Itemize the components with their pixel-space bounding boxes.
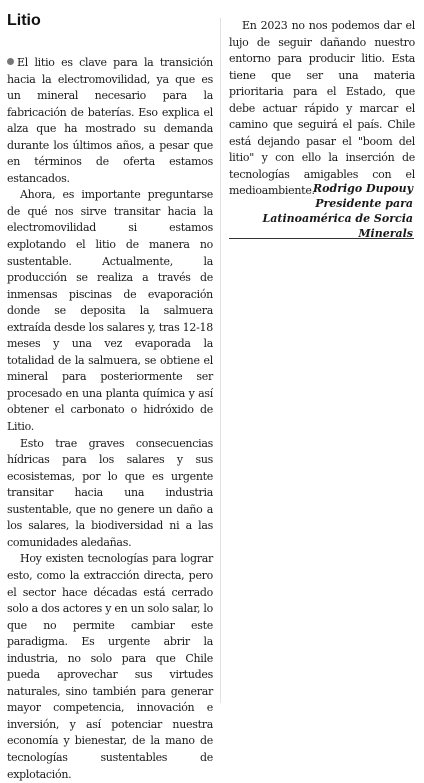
signature-name: Rodrigo Dupouy: [313, 182, 413, 195]
paragraph-5: En 2023 no nos podemos dar el lujo de seguir dañando nuestro entorno para producir litio. Esta tiene que ser una materia prioritaria para el Estado, que debe actuar rápido y marcar el camino que seguirá el país. Chile está dejando pasar el "boom del litio" y con ello la inserción de tecnologías amigables con el medioambiente.: [229, 19, 415, 198]
paragraph-1: [7, 55, 213, 187]
paragraph-4: Hoy existen tecnologías para lograr esto, como la extracción directa, pero el sector hace décadas está cerrado solo a dos actores y en un solo salar, lo que no permite cambiar este paradigma. Es urgente abrir la industria, no solo para que Chile pueda aprovechar sus virtudes naturales, sino también para generar mayor competencia, innovación e inversión, y así potenciar nuestra economía y bienestar, de la mano de tecnologías sustentables de explotación.: [7, 552, 213, 781]
bullet-icon: [7, 58, 14, 65]
signature-block: [229, 181, 413, 241]
right-column: [229, 18, 415, 200]
left-column: [7, 55, 213, 783]
article-headline: Litio: [7, 12, 41, 29]
signature-divider: [229, 238, 414, 239]
paragraph-2: Ahora, es importante preguntarse de qué nos sirve transitar hacia la electromovilidad si estamos explotando el litio de manera no sustentable. Actualmente, la producción se realiza a través de inmensas piscinas de evaporación donde se deposita la salmuera extraída desde los salares y, tras 12-18 meses y una vez evaporada la totalidad de la salmuera, se obtiene el mineral para posteriormente ser procesado en una planta química y así obtener el carbonato o hidróxido de Litio.: [7, 188, 213, 434]
paragraph-1-text: El litio es clave para la transición hacia la electromovilidad, ya que es un mineral necesario para la fabricación de baterías. Eso explica el alza que ha mostrado su demanda durante los últimos años, a pesar que en términos de oferta estamos estancados.: [7, 56, 213, 185]
paragraph-3: Esto trae graves consecuencias hídricas para los salares y sus ecosistemas, por lo que es urgente transitar hacia una industria sustentable, que no genere un daño a los salares, la biodiversidad ni a las comunidades aledañas.: [7, 436, 213, 549]
signature-role: Presidente para Latinoamérica de Sorcia Minerals: [262, 197, 413, 240]
column-separator: [220, 18, 221, 703]
